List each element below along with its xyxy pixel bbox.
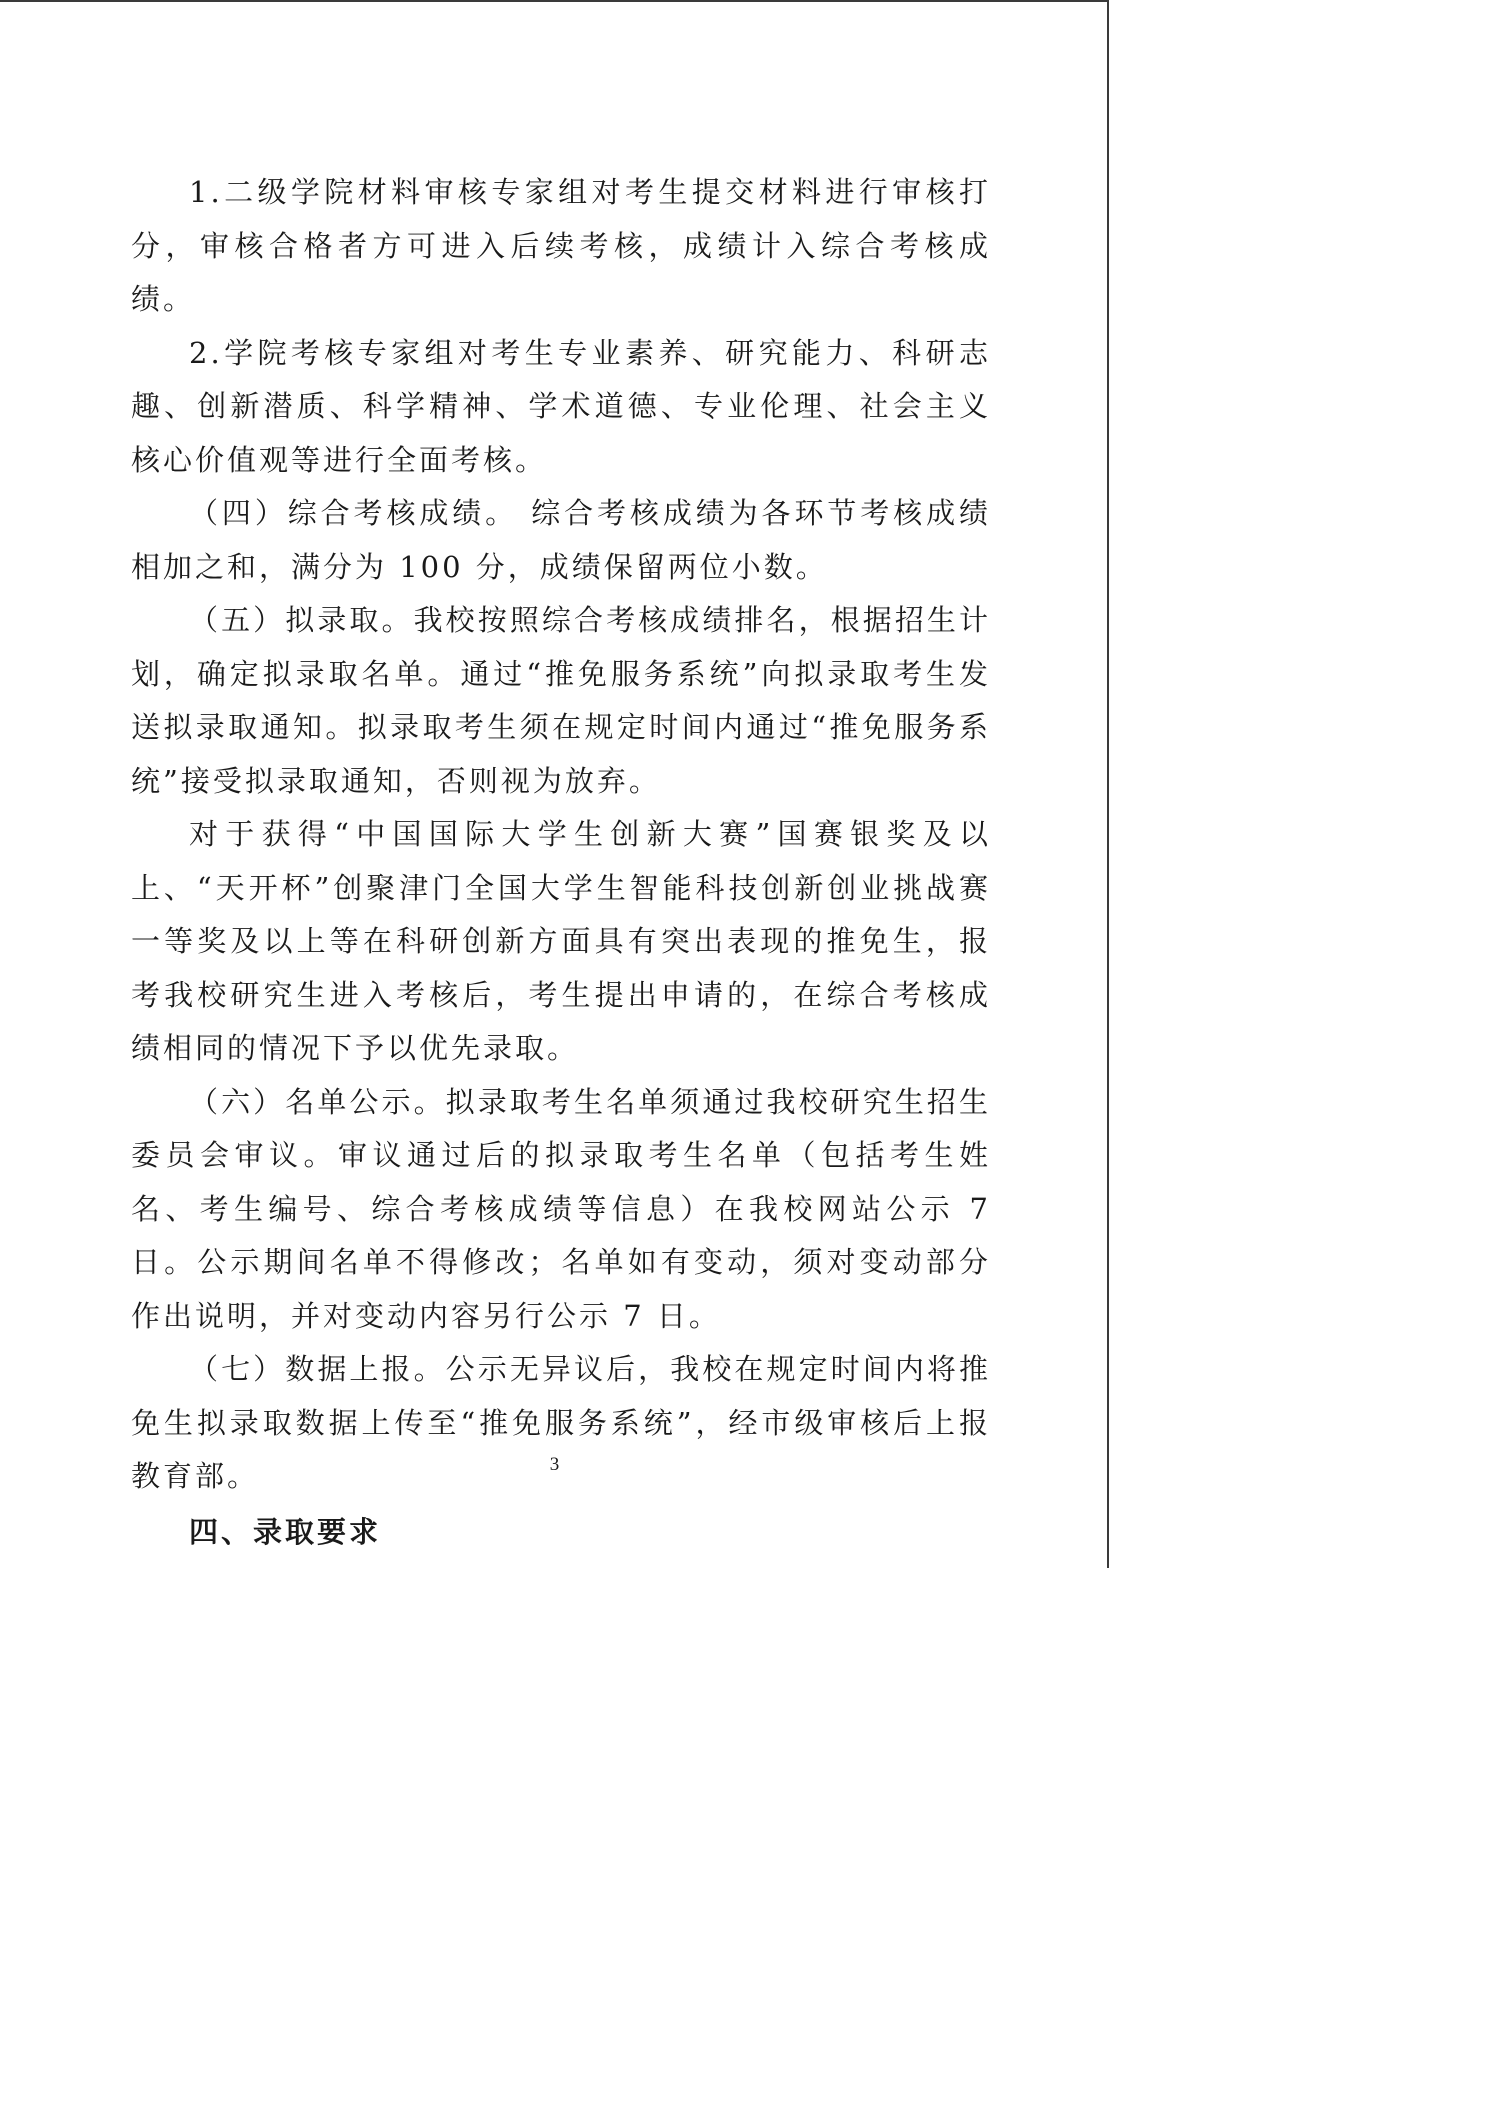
page-border-top [0,0,1109,2]
paragraph-priority-admission: 对于获得“中国国际大学生创新大赛”国赛银奖及以上、“天开杯”创聚津门全国大学生智能科技创新创业挑战赛一等奖及以上等在科研创新方面具有突出表现的推免生，报考我校研究生进入考核后，考生提出申请的，在综合考核成绩相同的情况下予以优先录取。 [131,817,991,1065]
page-number: 3 [549,1454,560,1475]
paragraph-college-assessment: 2.学院考核专家组对考生专业素养、研究能力、科研志趣、创新潜质、科学精神、学术道德、专业伦理、社会主义核心价值观等进行全面考核。 [131,335,991,477]
page-border-right [1107,0,1109,1568]
paragraph-proposed-admission: （五）拟录取。我校按照综合考核成绩排名，根据招生计划，确定拟录取名单。通过“推免服务系统”向拟录取考生发送拟录取通知。拟录取考生须在规定时间内通过“推免服务系统”接受拟录取通知，否则视为放弃。 [131,603,991,798]
section-heading: 四、录取要求 [189,1514,382,1549]
paragraph-list-publicity: （六）名单公示。拟录取考生名单须通过我校研究生招生委员会审议。审议通过后的拟录取考生名单（包括考生姓名、考生编号、综合考核成绩等信息）在我校网站公示 7 日。公示期间名单不得修改；名单如有变动，须对变动部分作出说明，并对变动内容另行公示 7 日。 [131,1084,991,1333]
document-body [131,166,991,1560]
paragraph-material-review: 1.二级学院材料审核专家组对考生提交材料进行审核打分，审核合格者方可进入后续考核，成绩计入综合考核成绩。 [131,175,991,316]
paragraph-comprehensive-score: （四）综合考核成绩。 综合考核成绩为各环节考核成绩相加之和，满分为 100 分，成绩保留两位小数。 [131,496,991,584]
paragraph-data-reporting: （七）数据上报。公示无异议后，我校在规定时间内将推免生拟录取数据上传至“推免服务系统”，经市级审核后上报教育部。 [131,1352,991,1493]
